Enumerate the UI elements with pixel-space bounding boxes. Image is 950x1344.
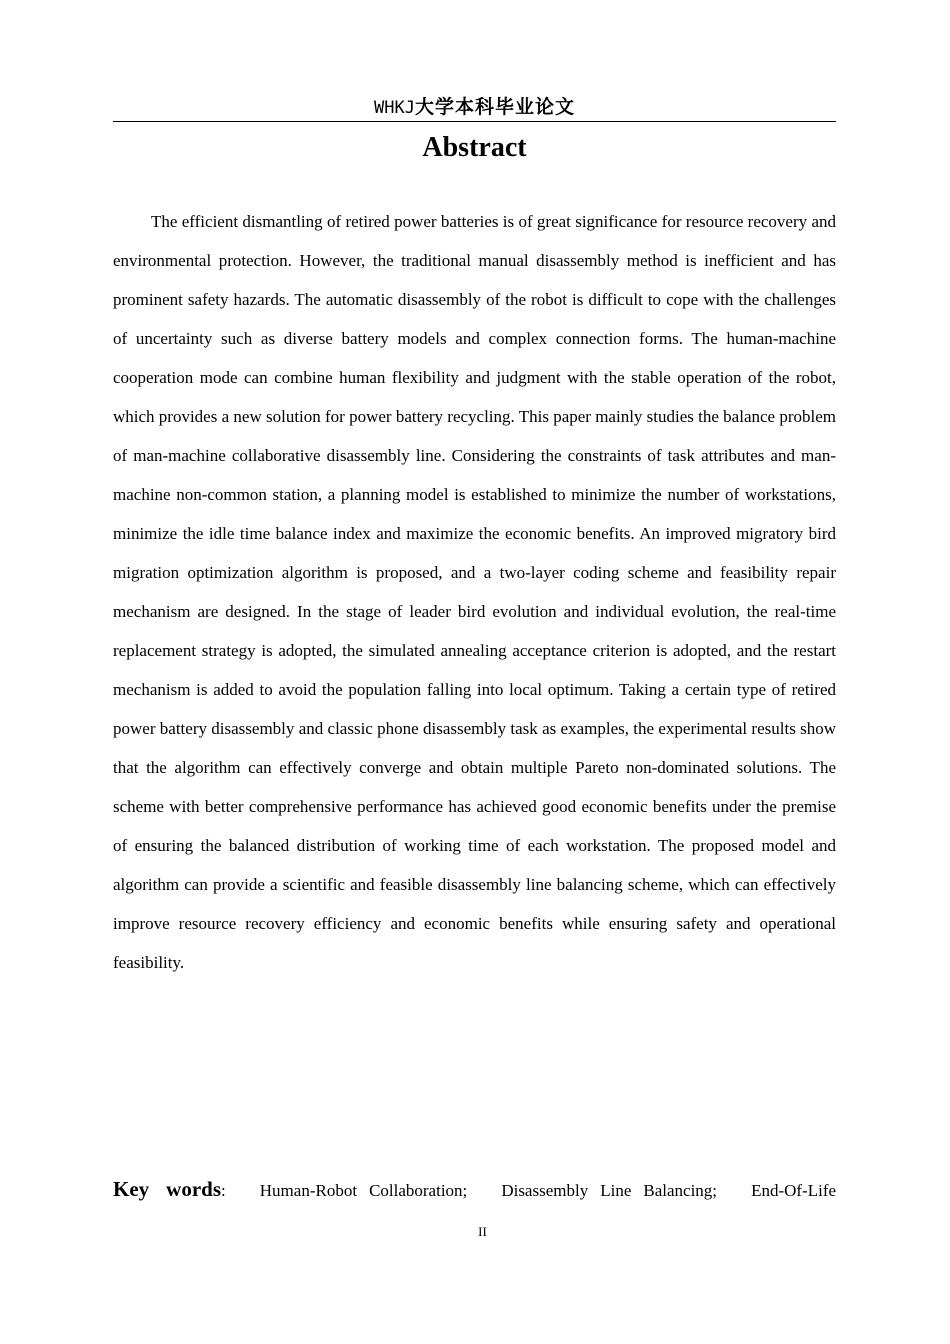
page-number: II xyxy=(478,1224,487,1239)
keyword-item: End-Of-Life xyxy=(751,1181,837,1200)
keywords-separator: : xyxy=(221,1181,226,1200)
keyword-item: Human-Robot Collaboration; xyxy=(259,1181,468,1200)
keywords-label: Key words xyxy=(113,1177,222,1201)
keywords-line xyxy=(113,1170,836,1210)
abstract-title: Abstract xyxy=(422,132,527,163)
header-rule xyxy=(113,121,836,122)
header-latin-text: WHKJ xyxy=(374,98,415,118)
header-cjk-text: 大学本科毕业论文 xyxy=(414,96,575,118)
running-header xyxy=(113,93,836,121)
abstract-body: The efficient dismantling of retired power batteries is of great significance for resource recovery and environmental protection. However, the traditional manual disassembly method is inefficient and has prominent safety hazards. The automatic disassembly of the robot is difficult to cope with the challenges of uncertainty such as diverse battery models and complex connection forms. The human-machine cooperation mode can combine human flexibility and judgment with the stable operation of the robot, which provides a new solution for power battery recycling. This paper mainly studies the balance problem of man-machine collaborative disassembly line. Considering the constraints of task attributes and man-machine non-common station, a planning model is established to minimize the number of workstations, minimize the idle time balance index and maximize the economic benefits. An improved migratory bird migration optimization algorithm is proposed, and a two-layer coding scheme and feasibility repair mechanism are designed. In the stage of leader bird evolution and individual evolution, the real-time replacement strategy is adopted, the simulated annealing acceptance criterion is adopted, and the restart mechanism is added to avoid the population falling into local optimum. Taking a certain type of retired power battery disassembly and classic phone disassembly task as examples, the experimental results show that the algorithm can effectively converge and obtain multiple Pareto non-dominated solutions. The scheme with better comprehensive performance has achieved good economic benefits under the premise of ensuring the balanced distribution of working time of each workstation. The proposed model and algorithm can provide a scientific and feasible disassembly line balancing scheme, which can effectively improve resource recovery efficiency and economic benefits while ensuring safety and operational feasibility. xyxy=(113,212,836,972)
keyword-item: Disassembly Line Balancing; xyxy=(501,1181,718,1200)
